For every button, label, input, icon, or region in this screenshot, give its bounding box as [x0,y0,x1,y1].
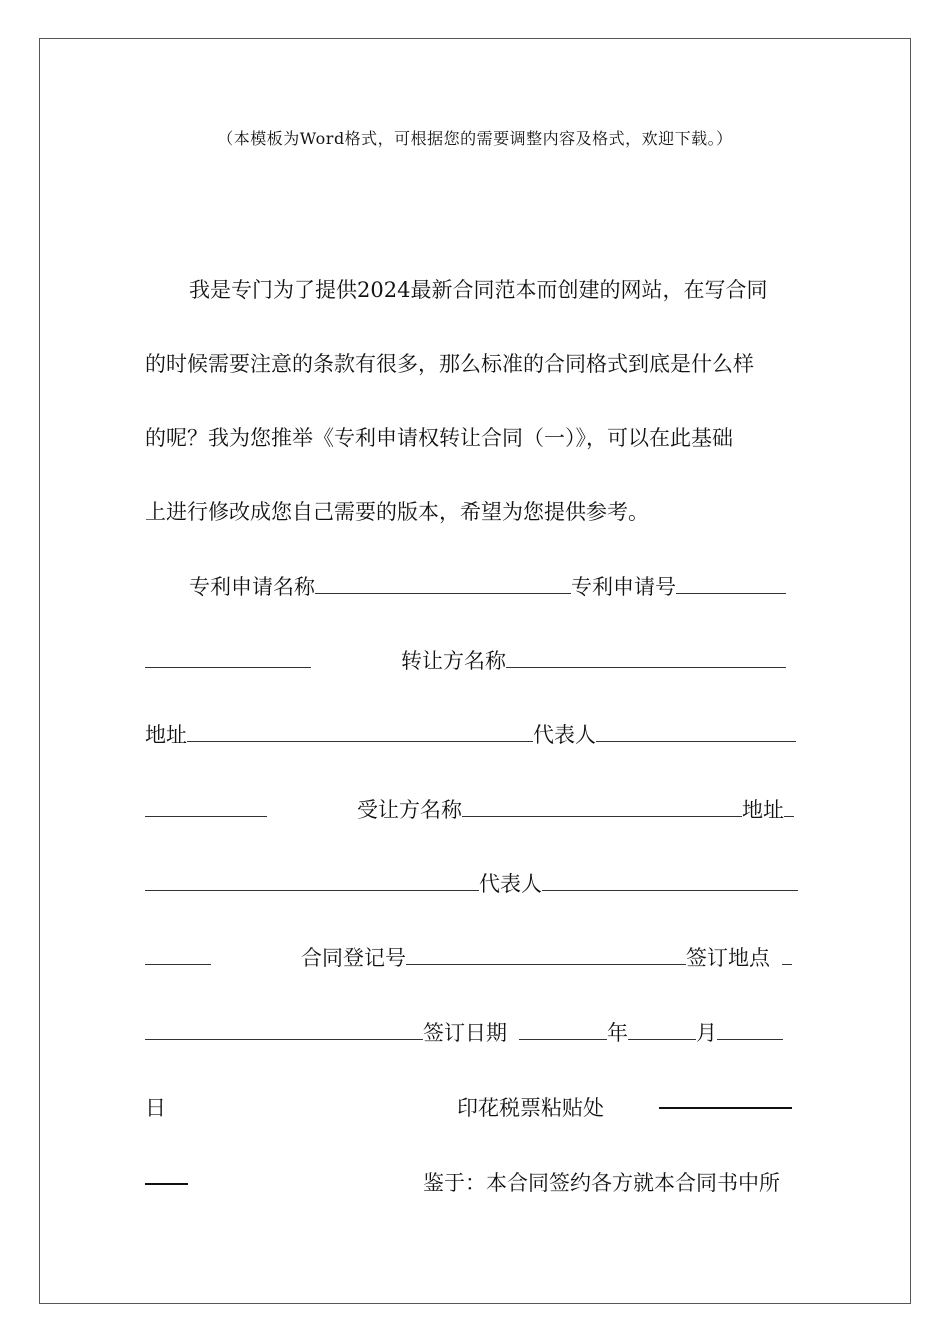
month-blank[interactable] [628,1019,696,1040]
representative-label: 代表人 [533,723,596,747]
intro-line-2: 的时候需要注意的条款有很多，那么标准的合同格式到底是什么样 [145,352,754,376]
address2-blank[interactable] [784,796,794,817]
patent-no-blank[interactable] [676,573,786,594]
sign-place-blank-cont[interactable] [145,1019,423,1040]
form-row-4b [357,796,794,824]
form-row-3 [145,721,796,749]
stamp-area-label: 印花税票粘贴处 [457,1096,604,1120]
intro-line-3: 的呢？我为您推举《专利申请权转让合同（一）》，可以在此基础 [145,426,733,450]
form-row-1 [189,573,786,601]
stamp-area-rule [659,1107,792,1109]
address-blank[interactable] [187,721,533,742]
sign-place-blank[interactable] [782,944,792,965]
address2-label: 地址 [742,798,784,822]
day-blank[interactable] [717,1019,783,1040]
day-label: 日 [145,1096,166,1120]
stamp-area-rule-cont [145,1183,188,1185]
month-label: 月 [696,1021,717,1045]
transferor-name-label: 转让方名称 [401,649,506,673]
form-row-2 [145,647,311,675]
transferor-name-blank[interactable] [506,647,786,668]
whereas-clause: 鉴于：本合同签约各方就本合同书中所 [423,1171,780,1195]
representative-blank-cont[interactable] [145,796,267,817]
form-row-6b [301,944,792,972]
form-row-5 [145,870,798,898]
form-row-2b [401,647,786,675]
transferee-name-blank[interactable] [462,796,742,817]
form-row-7 [145,1019,783,1047]
contract-reg-no-label: 合同登记号 [301,946,406,970]
patent-no-label: 专利申请号 [571,575,676,599]
sign-place-label: 签订地点 [686,946,770,970]
intro-line-4: 上进行修改成您自己需要的版本，希望为您提供参考。 [145,500,649,524]
representative-blank[interactable] [596,721,796,742]
sign-date-label: 签订日期 [423,1021,507,1045]
representative2-blank[interactable] [542,870,798,891]
form-row-6 [145,944,211,972]
address-label: 地址 [145,723,187,747]
representative2-label: 代表人 [479,872,542,896]
patent-no-blank-cont[interactable] [145,647,311,668]
template-note: （本模板为Word格式，可根据您的需要调整内容及格式，欢迎下载。） [217,129,733,148]
patent-name-blank[interactable] [315,573,571,594]
year-label: 年 [607,1021,628,1045]
intro-line-1: 我是专门为了提供2024最新合同范本而创建的网站，在写合同 [189,278,768,302]
transferee-name-label: 受让方名称 [357,798,462,822]
year-blank[interactable] [519,1019,607,1040]
form-row-4 [145,796,267,824]
representative2-blank-cont[interactable] [145,944,211,965]
contract-reg-no-blank[interactable] [406,944,686,965]
address2-blank-cont[interactable] [145,870,479,891]
patent-name-label: 专利申请名称 [189,575,315,599]
